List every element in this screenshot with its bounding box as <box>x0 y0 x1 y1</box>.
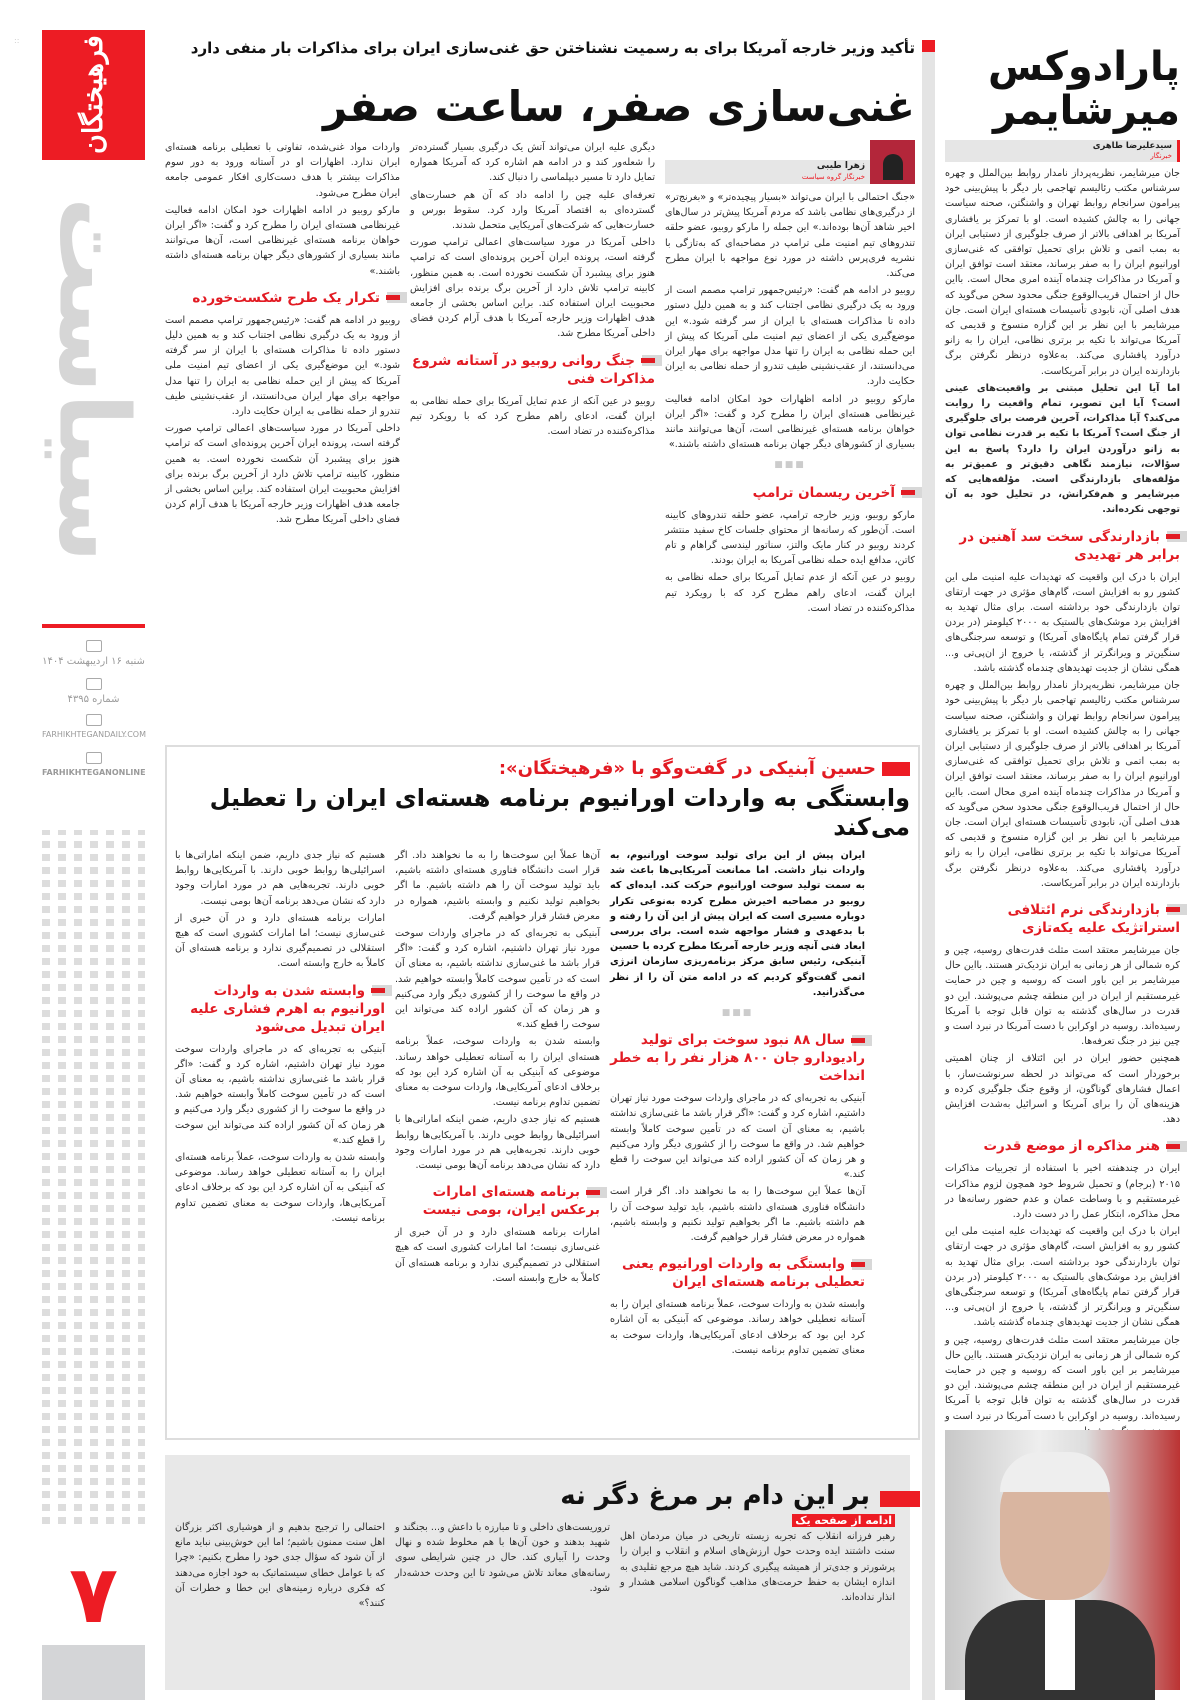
editorial-column-1 <box>620 1513 895 1683</box>
paragraph: هستیم که نیاز جدی داریم، ضمن اینکه اماراتی‌ها با اسرائیلی‌ها روابط خوبی دارند. با آمریکایی‌ها روابط خوبی دارند. تجربه‌هایی هم در مورد امارات وجود دارد که نشان می‌دهد برنامه آن‌ها بومی نیست. <box>175 850 385 907</box>
editorial-column-3 <box>175 1520 385 1683</box>
paragraph: واردات مواد غنی‌شده، تفاوتی با تعطیلی برنامه هسته‌ای ایران ندارد. اظهارات او در آستانه ورود به دور سوم مذاکرات بیشتر با هدف دست‌کاری افکار عمومی جامعه ایران مطرح می‌شود. <box>165 142 400 199</box>
subhead: برنامه هسته‌ای امارات برعکس ایران، بومی نیست <box>422 1184 600 1219</box>
subhead: آخرین ریسمان ترامپ <box>665 484 915 502</box>
column-separator <box>922 50 935 1700</box>
interview-column-3 <box>175 848 385 1428</box>
subhead: هنر مذاکره از موضع قدرت <box>945 1137 1180 1155</box>
editorial-column-2 <box>395 1520 610 1683</box>
red-marker <box>880 1491 920 1507</box>
author-role: خبرنگار <box>1150 152 1172 160</box>
author-name: سیدعلیرضا طاهری <box>1092 141 1172 151</box>
lead-column-2 <box>410 140 655 720</box>
continued-tag: ادامه از صفحه یک <box>792 1514 895 1527</box>
separator-dots: ■■■ <box>721 1008 754 1019</box>
paragraph: وابسته شدن به واردات سوخت، عملاً برنامه هسته‌ای ایران را به آستانه تعطیلی خواهد رساند. موضوعی که آبنیکی به آن اشاره کرد این بود که برخلاف ادعای آمریکایی‌ها، واردات سوخت به معنای تضمین تداوم برنامه نیست. <box>395 1036 600 1109</box>
paragraph: ایران با درک این واقعیت که تهدیدات علیه امنیت ملی این کشور رو به افزایش است، گام‌های مؤثری در جهت ارتقای توان بازدارندگی خود برداشته است. برای مثال تهدید به افزایش برد موشک‌های بالستیک به ۲۰۰۰ کیلومتر (در بردن قرار گرفتن تمام پایگاه‌های آمریکا) و توسعه سرجنگی‌های سنگین‌تر و ویرانگرتر از گذشته، یا خروج از ان‌پی‌تی و... همگی نشان از جدیت تهدیدهای چندماه گذشته باشد. <box>945 571 1181 674</box>
lead-column-1 <box>665 190 915 720</box>
subhead: جنگ روانی روبیو در آستانه شروع مذاکرات فنی <box>411 352 655 387</box>
paragraph: هستیم که نیاز جدی داریم، ضمن اینکه اماراتی‌ها با اسرائیلی‌ها روابط خوبی دارند. با آمریکایی‌ها روابط خوبی دارند. تجربه‌هایی هم در مورد امارات وجود دارد که نشان می‌دهد برنامه آن‌ها بومی نیست. <box>395 1114 600 1172</box>
paragraph: همچنین حضور ایران در این ائتلاف از چنان اهمیتی برخوردار است که می‌تواند در لحظه سرنوشت‌ساز، با اعمال فشارهای گوناگون، از وقوع جنگ جلوگیری کرده و هزینه‌های آن را برای آمریکا و اسرائیل به‌شدت افزایش دهد. <box>945 1053 1180 1126</box>
interview-lead: ایران پیش از این برای تولید سوخت اورانیوم، به واردات نیاز داشت. اما ممانعت آمریکایی‌ها باعث شد به سمت تولید سوخت اورانیوم حرکت کند. ایده‌ای که روبیو در مصاحبه اخیرش مطرح کرده به‌نوعی تکرار دوباره مسیری است که ایران پیش از این آن را رفته و با بدعهدی و فشار مواجهه شده است. برای بررسی ابعاد فنی آنچه وزیر خارجه آمریکا مطرح کرده با حسین آبنیکی، رئیس سابق مرکز برنامه‌ریزی سازمان انرژی اتمی گفت‌وگو کردیم که در ادامه متن آن را از نظر می‌گذرانید. <box>610 850 865 998</box>
subhead: بازدارندگی سخت سد آهنین در برابر هر تهدیدی <box>959 528 1180 563</box>
paragraph: جان میرشایمر معتقد است مثلث قدرت‌های روسیه، چین و کره شمالی از هر زمانی به ایران نزدیک‌تر هستند. بااین حال میرشایمر بر این باور است که روسیه و چین در حمایت غیرمستقیم از ایران در این منطقه چشم می‌پوشند. این دو قدرت در سال‌های گذشته به توان قابل توجه با آمریکا رسیده‌اند. روسیه در اوکراین با دست آمریکا در نبرد است و <box>945 1334 1180 1422</box>
date-block <box>42 640 145 667</box>
paragraph: روبیو در ادامه هم گفت: «رئیس‌جمهور ترامپ مصمم است از ورود به یک درگیری نظامی اجتناب کند و به همین دلیل دستور داده تا مذاکرات هسته‌ای با ایران از سر گرفته شود.» این موضع‌گیری یکی از اعضای تیم امنیت ملی آمریکا که پیش از این حمله نظامی به ایران را تنها مدل مواجهه برای مهار ایران می‌دانستند، از عقب‌نشینی طیف تندرو از حمله نظامی به ایران حکایت دارد. <box>665 285 915 388</box>
paragraph: آبنیکی به تجربه‌ای که در ماجرای واردات سوخت مورد نیاز تهران داشتیم، اشاره کرد و گفت: «اگر قرار باشد ما غنی‌سازی نداشته باشیم، به معنای آن است که در تأمین سوخت کاملاً وابسته خواهیم شد. در واقع ما سوخت را از کشوری دیگر وارد می‌کنیم و هر زمان که آن کشور اراده کند می‌تواند این سوخت را قطع کند.» <box>395 928 600 1031</box>
gray-block <box>42 1645 145 1700</box>
issue-block <box>42 678 145 705</box>
paragraph: آبنیکی به تجربه‌ای که در ماجرای واردات سوخت مورد نیاز تهران داشتیم، اشاره کرد و گفت: «اگر قرار باشد ما غنی‌سازی نداشته باشیم، به معنای آن است که در تأمین سوخت کاملاً وابسته خواهیم شد. در واقع ما سوخت را از کشوری دیگر وارد می‌کنیم و هر زمان که آن کشور اراده کند می‌تواند این سوخت را قطع کند.» <box>610 1093 865 1181</box>
lead-headline: غنی‌سازی صفر، ساعت صفر <box>323 82 915 131</box>
interview-kicker: حسین آبنیکی در گفت‌وگو با «فرهیختگان»: <box>180 758 910 780</box>
page-number: ۷ <box>69 1548 118 1641</box>
red-marker <box>882 762 910 776</box>
paragraph: رهبر فرزانه انقلاب که تجربه زیسته تاریخی در میان مردمان اهل سنت داشتند ایده وحدت حول ارزش‌های اسلام و انقلاب و ایران را پرشورتر و جدی‌تر از همیشه پیگیری کردند. شاید هیچ مرجع تقلیدی به اندازه ایشان به حفظ حرمت‌های مذاهب گوناگون اسلامی هشدار و انذار نداده‌اند. <box>620 1531 895 1604</box>
paragraph: داخلی آمریکا در مورد سیاست‌های اعمالی ترامپ صورت گرفته است، پرونده ایران آخرین پرونده‌ای است که ترامپ هنوز برای پیشبرد آن شکست نخورده است. به همین منظور، کابینه ترامپ تلاش دارد از آخرین برگ برنده برای افزایش محبوبیت ایران استفاده کند. براین اساس بخشی از جامعه هدف اظهارات وزیر خارجه آمریکا با هدف آرام کردن فضای داخلی آمریکا مطرح شد. <box>165 423 400 526</box>
social-block <box>42 752 145 777</box>
paragraph: تعرفه‌ای علیه چین را ادامه داد که آن هم خسارت‌های گسترده‌ای به اقتصاد آمریکا وارد کرد. سقوط بورس و خسارت‌هایی که شرکت‌های آمریکایی متحمل شدند. <box>410 189 655 232</box>
commentary-column <box>945 166 1180 1421</box>
paragraph: مارکو روبیو، وزیر خارجه ترامپ، عضو حلقه تندروهای کابینه است. آن‌طور که رسانه‌ها از محتوای جلسات کاخ سفید منتشر کردند روبیو در کنار مایک والتز، سناتور لیندسی گراهام و تام کاتن، مدافع ایده حمله نظامی آمریکا به ایران بودند. <box>665 509 915 567</box>
subhead: تکرار یک طرح شکست‌خورده <box>165 289 400 307</box>
paragraph: روبیو در عین آنکه از عدم تمایل آمریکا برای حمله نظامی به ایران گفت، ادعای راهم مطرح کرد که با رویکرد تیم مذاکره‌کننده در تضاد است. <box>665 572 915 614</box>
section-title: سیاست <box>37 197 150 563</box>
paragraph: روبیو در عین آنکه از عدم تمایل آمریکا برای حمله نظامی به ایران گفت، ادعای راهم مطرح کرد که با رویکرد تیم مذاکره‌کننده در تضاد است. <box>410 395 655 438</box>
issue-number: شماره ۴۳۹۵ <box>67 694 120 705</box>
lead-kicker: تأکید وزیر خارجه آمریکا برای به رسمیت نشناختن حق غنی‌سازی ایران برای مذاکرات بار منفی دارد <box>190 39 915 57</box>
paragraph: وابسته شدن به واردات سوخت، عملاً برنامه هسته‌ای ایران را به آستانه تعطیلی خواهد رساند. موضوعی که آبنیکی به آن اشاره کرد این بود که برخلاف ادعای آمریکایی‌ها، واردات سوخت به معنای تضمین تداوم برنامه نیست. <box>175 1152 385 1224</box>
paragraph: آن‌ها عملاً این سوخت‌ها را به ما نخواهند داد. اگر قرار است دانشگاه فناوری هسته‌ای داشته باشیم، باید تولید سوخت آن را هم داشته باشیم. ما اگر بخواهیم تولید نکنیم و وابسته باشیم، همواره در معرض فشار قرار خواهیم گرفت. <box>610 1186 865 1244</box>
paragraph: آن‌ها عملاً این سوخت‌ها را به ما نخواهند داد. اگر قرار است دانشگاه فناوری هسته‌ای داشته باشیم، باید تولید سوخت آن را هم داشته باشیم. ما اگر بخواهیم تولید نکنیم و وابسته باشیم، همواره در معرض فشار قرار خواهیم گرفت. <box>395 850 600 922</box>
issue-date: شنبه ۱۶ اردیبهشت ۱۴۰۴ <box>42 656 145 667</box>
author-name: زهرا طیبی <box>816 161 865 171</box>
corner-mark: :: <box>14 36 20 45</box>
paragraph: اما آیا این تحلیل مبتنی بر واقعیت‌های عینی است؟ آیا این تصویر، تمام واقعیت را روایت می‌کند؟ آیا مذاکرات، آخرین فرصت برای جلوگیری از جنگ است؟ آمریکا با تکیه بر قدرت نظامی توان به زانو درآوردن ایران را دارد؟ پاسخ به این سؤالات، نیازمند نگاهی دقیق‌تر و عمیق‌تر به مؤلفه‌های بازدارندگی است. مؤلفه‌هایی که میرشایمر و هم‌فکرانش، در تحلیل خود به آن توجهی نکرده‌اند. <box>945 382 1180 516</box>
lead-column-3 <box>165 140 400 720</box>
paragraph: جان میرشایمر معتقد است مثلث قدرت‌های روسیه، چین و کره شمالی از هر زمانی به ایران نزدیک‌تر هستند. بااین حال میرشایمر بر این باور است که روسیه و چین در حمایت غیرمستقیم از ایران در این منطقه چشم می‌پوشند. این دو قدرت در سال‌های گذشته به توان قابل توجه با آمریکا رسیده‌اند. روسیه در اوکراین با دست آمریکا در نبرد است و چین نیز در جنگ تعرفه‌ها. <box>945 944 1180 1048</box>
interview-column-2 <box>395 848 600 1428</box>
subhead: بازدارندگی نرم ائتلافی استراتژیک علیه یکه‌تازی <box>1007 901 1180 936</box>
author-photo <box>870 140 915 184</box>
paragraph: دیگری علیه ایران می‌تواند آتش یک درگیری بسیار گسترده‌تر را شعله‌ور کند و در ادامه هم اشاره کرد که آمریکا همواره تمایل دارد تا مسیر دیپلماسی را دنبال کند. <box>410 142 655 184</box>
author-role: خبرنگار گروه سیاست <box>801 173 865 181</box>
calendar-icon <box>86 640 102 652</box>
decorative-stripes <box>42 830 145 1530</box>
editorial-headline: بر این دام بر مرغ دگر نه <box>560 1481 870 1511</box>
subhead: وابسته شدن به واردات اورانیوم به اهرم فشاری علیه ایران تبدیل می‌شود <box>190 982 385 1035</box>
paragraph: روبیو در ادامه هم گفت: «رئیس‌جمهور ترامپ مصمم است از ورود به یک درگیری نظامی اجتناب کند و به همین دلیل دستور داده تا مذاکرات هسته‌ای با ایران از سر گرفته شود.» این موضع‌گیری یکی از اعضای تیم امنیت ملی آمریکا که پیش از این حمله نظامی به ایران را تنها مدل مواجهه برای مهار ایران می‌دانستند، از عقب‌نشینی طیف تندرو از حمله نظامی به ایران حکایت دارد. <box>165 314 400 418</box>
separator-dots: ■■■ <box>774 460 806 471</box>
social-icon <box>86 752 102 764</box>
divider <box>42 624 145 628</box>
web-icon <box>86 714 102 726</box>
paragraph: آبنیکی به تجربه‌ای که در ماجرای واردات سوخت مورد نیاز تهران داشتیم، اشاره کرد و گفت: «اگر قرار باشد ما غنی‌سازی نداشته باشیم، به معنای آن است که در تأمین سوخت کاملاً وابسته خواهیم شد. در واقع ما سوخت را از کشوری دیگر وارد می‌کنیم و هر زمان که آن کشور اراده کند می‌تواند این سوخت را قطع کند.» <box>175 1043 385 1146</box>
website-link[interactable]: FARHIKHTEGANDAILY.COM <box>42 730 146 739</box>
website-block <box>42 714 145 739</box>
paragraph: «جنگ احتمالی با ایران می‌تواند «بسیار پیچیده‌تر» و «بغرنج‌تر» از درگیری‌های نظامی باشد که مردم آمریکا پیش‌تر در سال‌های اخیر شاهد آن‌ها بوده‌اند.» این جمله را مارکو روبیو، عضو حلقه تندروهای تیم امنیت ملی ترامپ در مصاحبه‌ای که به‌تازگی با نشریه فری‌پرس داشته در مورد نوع مواجهه با ایران مطرح می‌کند. <box>665 192 915 280</box>
paragraph: امارات برنامه هسته‌ای دارد و در آن خبری از غنی‌سازی نیست؛ اما امارات کشوری است که هیچ استقلالی در تصمیم‌گیری ندارد و برنامه هسته‌ای آن کاملاً به خارج وابسته است. <box>395 1227 600 1284</box>
interview-column-1 <box>610 848 865 1428</box>
paragraph: مارکو روبیو در ادامه اظهارات خود امکان ادامه فعالیت غیرنظامی هسته‌ای ایران را مطرح کرد و گفت: «اگر ایران خواهان برنامه هسته‌ای غیرنظامی است، آن‌ها می‌توانند مانند بسیاری از کشورهای دیگر جهان برنامه هسته‌ای داشته باشند.» <box>165 204 400 277</box>
paragraph: ایران با درک این واقعیت که تهدیدات علیه امنیت ملی این کشور رو به افزایش است، گام‌های مؤثری در جهت ارتقای توان بازدارندگی خود برداشته است. برای مثال تهدید به افزایش برد موشک‌های بالستیک به ۲۰۰۰ کیلومتر (در بردن قرار گرفتن تمام پایگاه‌های آمریکا) و توسعه سرجنگی‌های سنگین‌تر و ویرانگرتر از گذشته، یا خروج از ان‌پی‌تی و... همگی نشان از جدیت تهدیدهای چندماه گذشته باشد. <box>945 1226 1181 1329</box>
paragraph: جان میرشایمر، نظریه‌پرداز نامدار روابط بین‌الملل و چهره سرشناس مکتب رئالیسم تهاجمی بار دیگر با پیش‌بینی خود پیرامون سرانجام روابط تهران و واشنگتن، صحنه سیاست جهانی را به چالش کشیده است. او با تمرکز بر یافشاری آمریکا بر اهدافی بالاتر از صرف جلوگیری از دستیابی ایران به بمب اتمی و تلاش برای تحمیل توافقی که غنی‌سازی اورانیوم ایران را به صفر برساند، معتقد است توافق ایران و آمریکا در مذاکرات چندماه آینده امری محال است. بااین حال از احتمال قریب‌الوقوع جنگی محدود سخن می‌گوید که هدف اصلی آن، نابودی تأسیسات هسته‌ای ایران است. جان میرشایمر با این نظر بر این گزاره منسوخ و قدیمی که آمریکا می‌تواند با تکیه بر برتری نظامی، ایران را به زانو درآورد پافشاری می‌کند. به‌علاوه درنظر نگرفتن برگ بازدارنده ایران در برابر آمریکاست. <box>945 680 1180 889</box>
paragraph: ایران در چندهفته اخیر با استفاده از تجربیات مذاکرات ۲۰۱۵ (برجام) و تحمیل شروط خود همچون لزوم مذاکرات غیرمستقیم و با وساطت عمان و عدم حضور رسانه‌ها در محل مذاکره، ابتکار عمل را در دست دارد. <box>945 1163 1180 1220</box>
paragraph: تروریست‌های داخلی و تا مبارزه با داعش و... بجنگند و شهید بدهند و خون آن‌ها با هم مخلوط شده و نهال وحدت را آبیاری کند. حال در چنین شرایطی سوی رسانه‌های معاند تلاش می‌شود تا این وحدت خدشه‌دار شود. <box>395 1522 610 1594</box>
subhead: سال ۸۸ نبود سوخت برای تولید رادیودارو جان ۸۰۰ هزار نفر را به خطر انداخت <box>610 1032 865 1085</box>
interview-headline: وابستگی به واردات اورانیوم برنامه هسته‌ای ایران را تعطیل می‌کند <box>209 784 910 841</box>
paragraph: احتمالی را ترجیح بدهیم و از هوشیاری اکثر بزرگان اهل سنت ممنون باشیم؛ اما این خوش‌بینی نباید مانع از آن شود که سؤال جدی خود را مطرح بکنیم: «چرا که با عوامل خطای سیستماتیک به خود اجازه می‌دهند که فکری درباره زمینه‌های این خطا و خطرات آن کنند؟» <box>175 1522 385 1610</box>
red-marker <box>922 40 935 52</box>
paragraph: جان میرشایمر، نظریه‌پرداز نامدار روابط بین‌الملل و چهره سرشناس مکتب رئالیسم تهاجمی بار دیگر با پیش‌بینی خود پیرامون سرانجام روابط تهران و واشنگتن، صحنه سیاست جهانی را به چالش کشیده است. او با تمرکز بر یافشاری آمریکا بر اهدافی بالاتر از صرف جلوگیری از دستیابی ایران به بمب اتمی و تلاش برای تحمیل توافقی که غنی‌سازی اورانیوم ایران را به صفر برساند، معتقد است توافق ایران و آمریکا در مذاکرات چندماه آینده امری محال است. بااین حال از احتمال قریب‌الوقوع جنگی محدود سخن می‌گوید که هدف اصلی آن، نابودی تأسیسات هسته‌ای ایران است. جان میرشایمر با این نظر بر این گزاره منسوخ و قدیمی که آمریکا می‌تواند با تکیه بر برتری نظامی، ایران را به زانو درآورد پافشاری می‌کند. به‌علاوه درنظر نگرفتن برگ بازدارنده ایران در برابر آمریکاست. <box>945 168 1180 377</box>
social-handle[interactable]: FARHIKHTEGANONLINE <box>42 768 146 777</box>
subhead: وابستگی به واردات اورانیوم یعنی تعطیلی برنامه هسته‌ای ایران <box>621 1256 865 1291</box>
commentary-headline: پارادوکس میرشایمر <box>988 44 1180 134</box>
paragraph: وابسته شدن به واردات سوخت، عملاً برنامه هسته‌ای ایران را به آستانه تعطیلی خواهد رساند. موضوعی که آبنیکی به آن اشاره کرد این بود که برخلاف ادعای آمریکایی‌ها، واردات سوخت به معنای تضمین تداوم برنامه نیست. <box>610 1299 865 1356</box>
newspaper-logo: فرهیختگان <box>42 30 145 160</box>
paragraph: امارات برنامه هسته‌ای دارد و در آن خبری از غنی‌سازی نیست؛ اما امارات کشوری است که هیچ استقلالی در تصمیم‌گیری ندارد و برنامه هسته‌ای آن کاملاً به خارج وابسته است. <box>175 912 385 970</box>
paragraph: داخلی آمریکا در مورد سیاست‌های اعمالی ترامپ صورت گرفته است، پرونده ایران آخرین پرونده‌ای است که ترامپ هنوز برای پیشبرد آن شکست نخورده است. به همین منظور، کابینه ترامپ تلاش دارد از آخرین برگ برنده برای افزایش محبوبیت ایران استفاده کند. براین اساس بخشی از جامعه هدف اظهارات وزیر خارجه آمریکا با هدف آرام کردن فضای داخلی آمریکا مطرح شد. <box>410 237 655 340</box>
portrait-photo <box>945 1430 1180 1690</box>
newspaper-icon <box>86 678 102 690</box>
paragraph: مارکو روبیو در ادامه اظهارات خود امکان ادامه فعالیت غیرنظامی هسته‌ای ایران را مطرح کرد و گفت: «اگر ایران خواهان برنامه هسته‌ای غیرنظامی است، آن‌ها می‌توانند مانند بسیاری از کشورهای دیگر جهان برنامه هسته‌ای داشته باشند.» <box>665 393 915 451</box>
